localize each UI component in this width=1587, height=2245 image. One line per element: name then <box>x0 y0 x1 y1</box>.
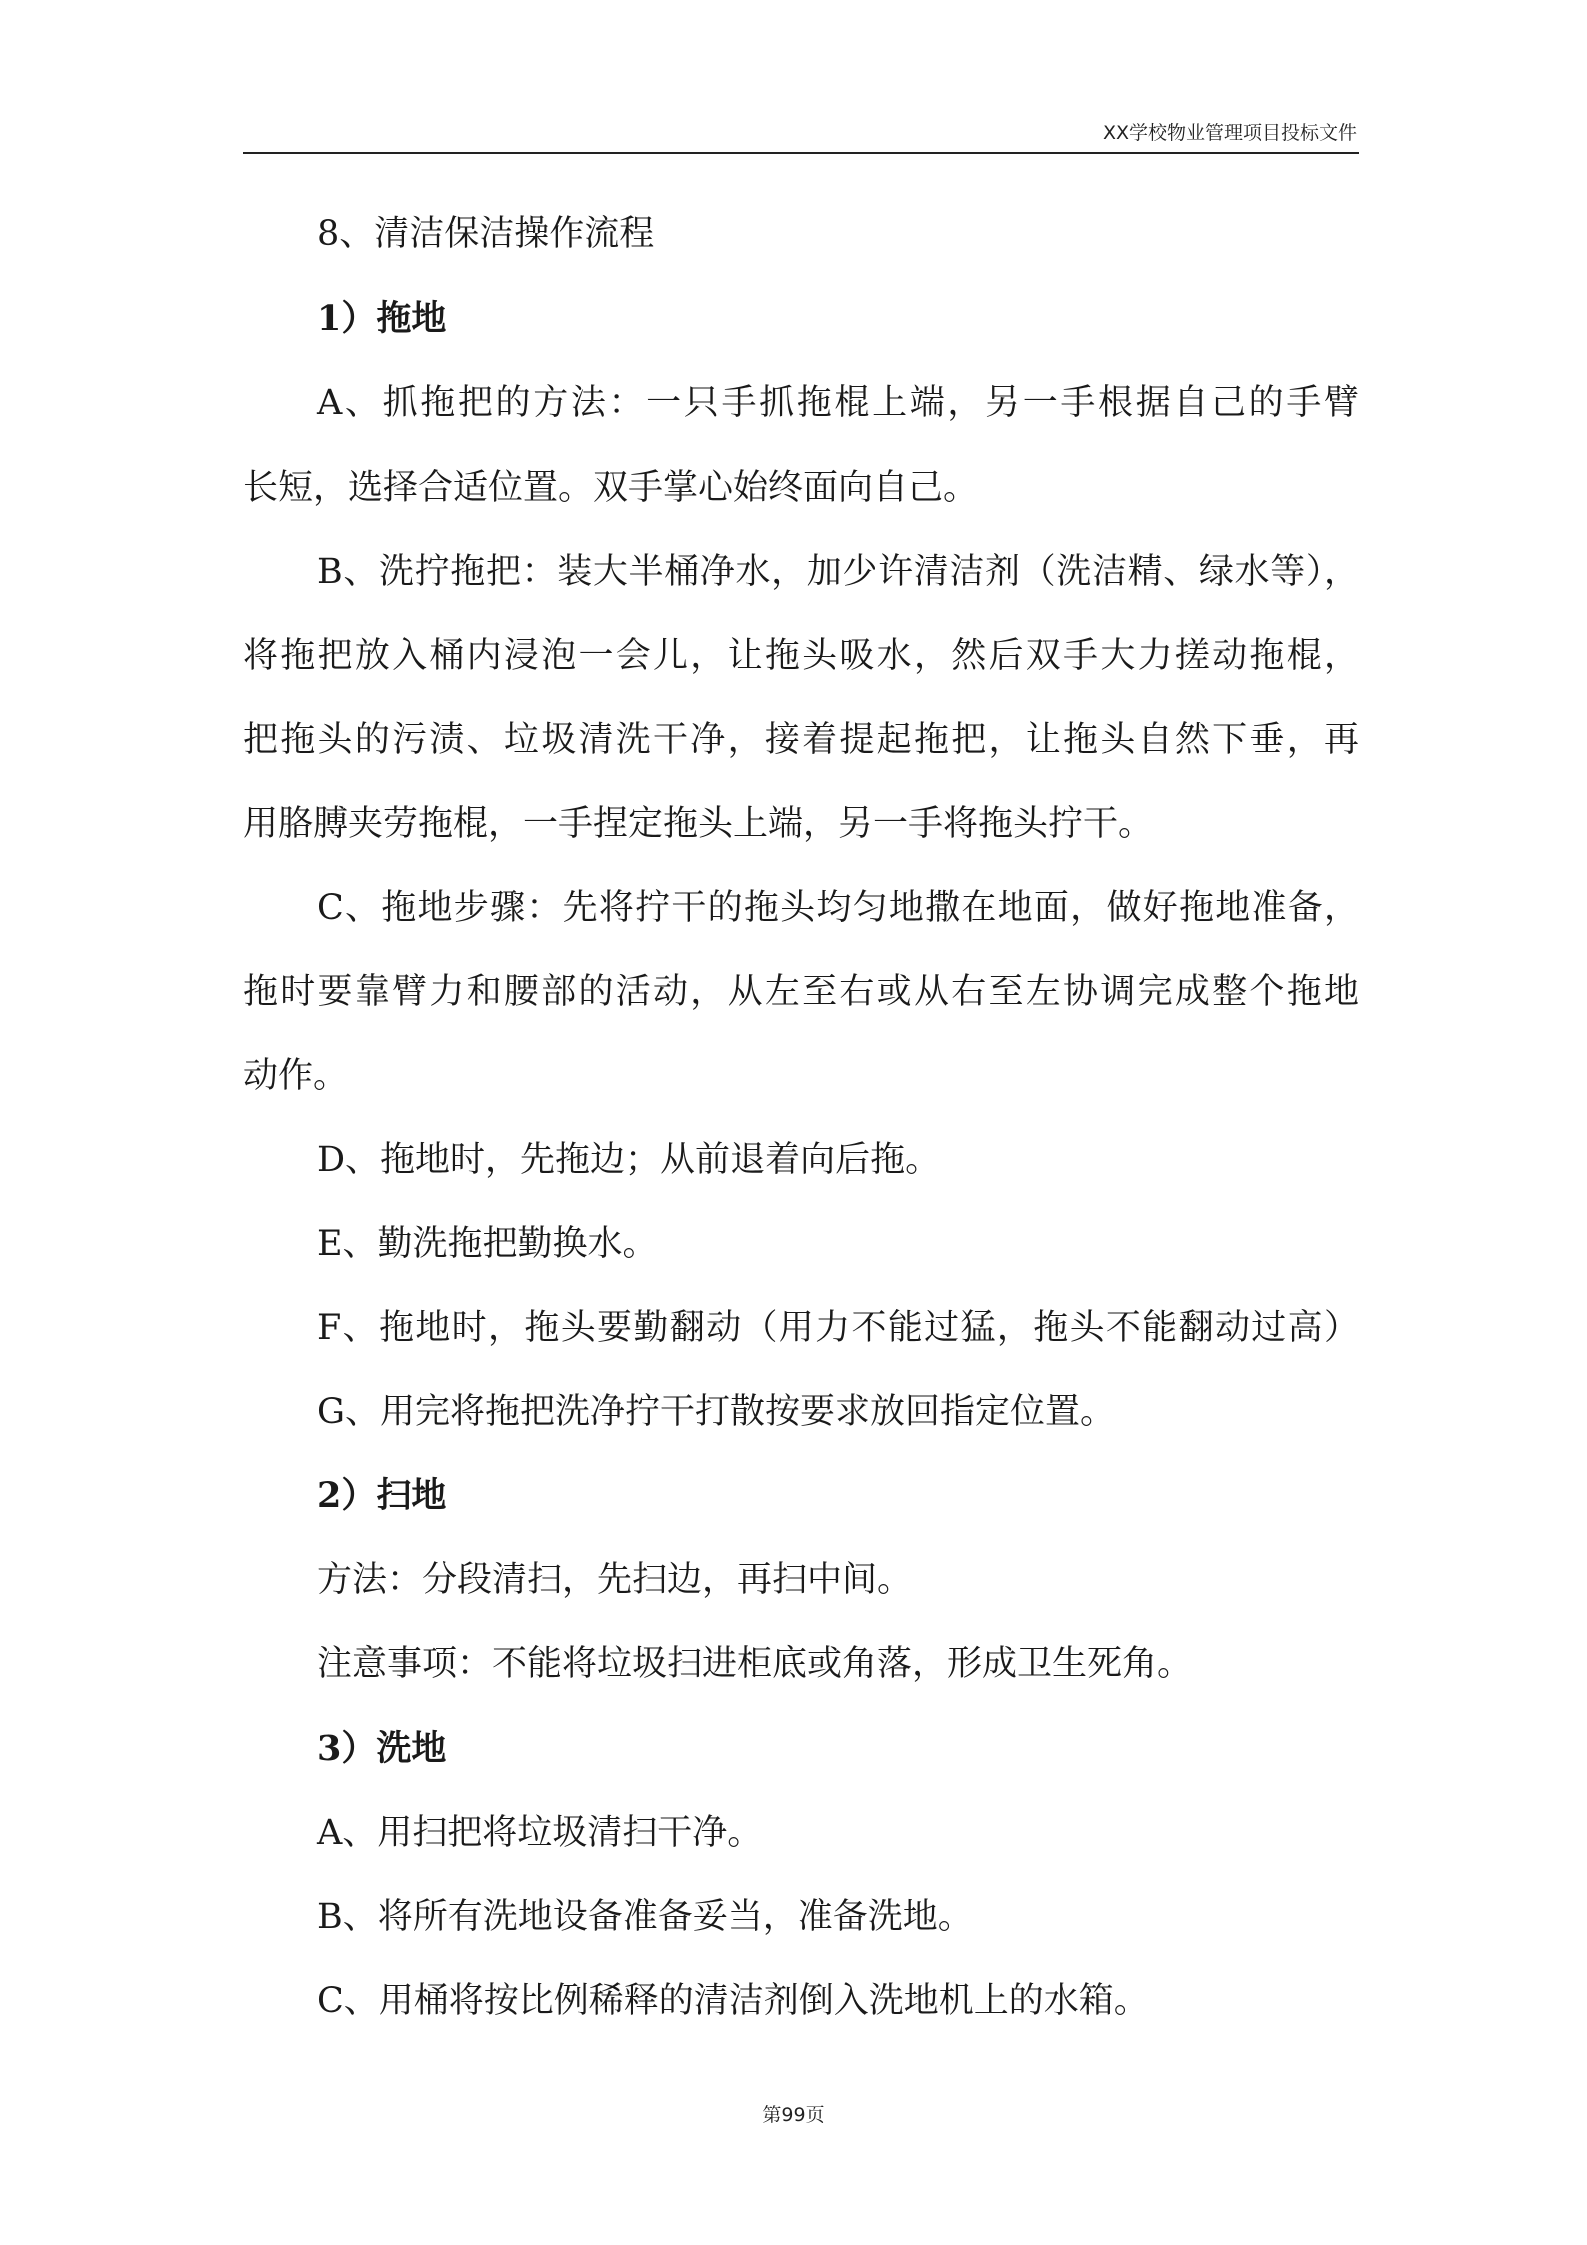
mopping-a-line1: A、抓拖把的方法：一只手抓拖棍上端，另一手根据自己的手臂 <box>317 383 1359 423</box>
sweeping-note: 注意事项：不能将垃圾扫进柜底或角落，形成卫生死角。 <box>317 1644 1193 1684</box>
washing-a: A、用扫把将垃圾清扫干净。 <box>317 1813 763 1853</box>
page-header <box>243 112 1359 154</box>
mopping-b-line3: 把拖头的污渍、垃圾清洗干净，接着提起拖把，让拖头自然下垂，再 <box>243 720 1359 760</box>
mopping-e: E、勤洗拖把勤换水。 <box>317 1224 658 1264</box>
page-number: 第99页 <box>762 2104 825 2126</box>
mopping-c-line1: C、拖地步骤：先将拧干的拖头均匀地撒在地面，做好拖地准备， <box>317 888 1359 928</box>
washing-b: B、将所有洗地设备准备妥当，准备洗地。 <box>317 1897 973 1937</box>
section-title: 8、清洁保洁操作流程 <box>317 214 655 254</box>
mopping-c-line2: 拖时要靠臂力和腰部的活动，从左至右或从右至左协调完成整个拖地 <box>243 972 1359 1012</box>
mopping-d: D、拖地时，先拖边；从前退着向后拖。 <box>317 1140 941 1180</box>
mopping-f: F、拖地时，拖头要勤翻动（用力不能过猛，拖头不能翻动过高） <box>317 1308 1359 1348</box>
mopping-g: G、用完将拖把洗净拧干打散按要求放回指定位置。 <box>317 1392 1115 1432</box>
washing-c: C、用桶将按比例稀释的清洁剂倒入洗地机上的水箱。 <box>317 1981 1149 2021</box>
header-title: XX学校物业管理项目投标文件 <box>1102 122 1357 144</box>
heading-washing: 3）洗地 <box>317 1728 447 1769</box>
heading-sweeping: 2）扫地 <box>317 1475 447 1516</box>
mopping-a-line2: 长短，选择合适位置。双手掌心始终面向自己。 <box>243 468 979 508</box>
mopping-b-line1: B、洗拧拖把：装大半桶净水，加少许清洁剂（洗洁精、绿水等）， <box>317 552 1359 592</box>
mopping-b-line2: 将拖把放入桶内浸泡一会儿，让拖头吸水，然后双手大力搓动拖棍， <box>243 636 1359 676</box>
mopping-c-line3: 动作。 <box>243 1056 349 1096</box>
mopping-b-line4: 用胳膊夹劳拖棍，一手捏定拖头上端，另一手将拖头拧干。 <box>243 804 1154 844</box>
heading-mopping: 1）拖地 <box>317 298 447 339</box>
sweeping-method: 方法：分段清扫，先扫边，再扫中间。 <box>317 1560 913 1600</box>
